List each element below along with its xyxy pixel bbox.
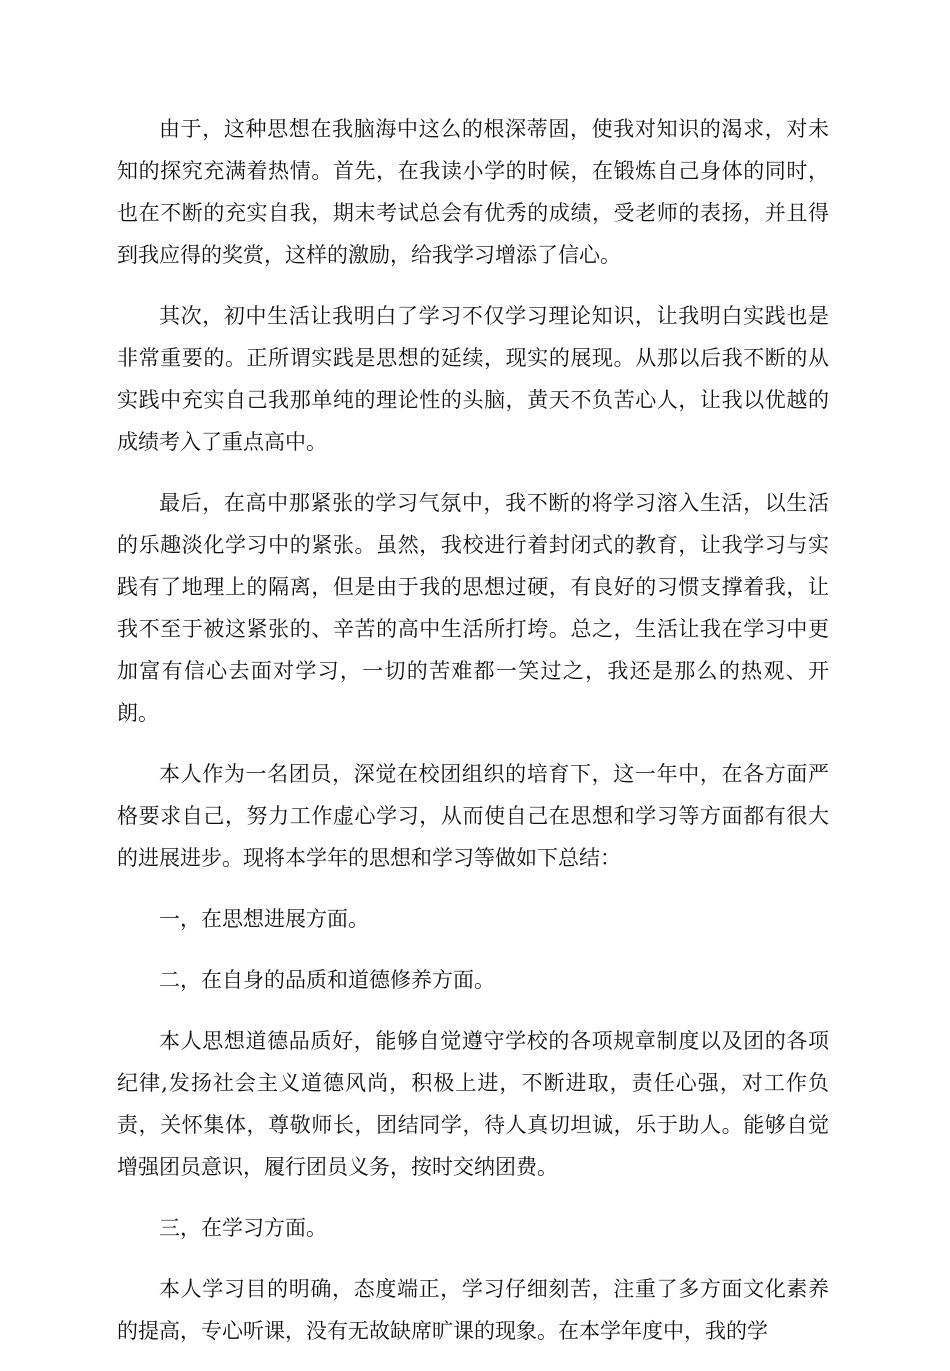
paragraph-6: 本人学习目的明确，态度端正，学习仔细刻苦，注重了多方面文化素养的提高，专心听课，没有无故缺席旷课的现象。在本学年度中，我的学: [117, 1277, 829, 1343]
section-heading-1: 一，在思想进展方面。: [159, 907, 369, 931]
paragraph-5: 本人思想道德品质好，能够自觉遵守学校的各项规章制度以及团的各项纪律,发扬社会主义道德风尚，积极上进，不断进取，责任心强，对工作负责，关怀集体，尊敬师长，团结同学，待人真切坦诚，乐于助人。能够自觉增强团员意识，履行团员义务，按时交纳团费。: [117, 1029, 829, 1179]
paragraph-1: 由于，这种思想在我脑海中这么的根深蒂固，使我对知识的渴求，对未知的探究充满着热情。首先，在我读小学的时候，在锻炼自己身体的同时，也在不断的充实自我，期末考试总会有优秀的成绩，受老师的表扬，并且得到我应得的奖赏，这样的激励，给我学习增添了信心。: [117, 117, 829, 267]
section-heading-3: 三，在学习方面。: [159, 1216, 327, 1240]
document-body: [117, 108, 829, 1371]
paragraph-2: 其次，初中生活让我明白了学习不仅学习理论知识，让我明白实践也是非常重要的。正所谓实践是思想的延续，现实的展现。从那以后我不断的从实践中充实自己我那单纯的理论性的头脑，黄天不负苦心人，让我以优越的成绩考入了重点高中。: [117, 304, 829, 454]
section-heading-2: 二，在自身的品质和道德修养方面。: [159, 968, 495, 992]
paragraph-4: 本人作为一名团员，深觉在校团组织的培育下，这一年中，在各方面严格要求自己，努力工作虚心学习，从而使自己在思想和学习等方面都有很大的进展进步。现将本学年的思想和学习等做如下总结：: [117, 762, 829, 870]
paragraph-3: 最后，在高中那紧张的学习气氛中，我不断的将学习溶入生活，以生活的乐趣淡化学习中的紧张。虽然，我校进行着封闭式的教育，让我学习与实践有了地理上的隔离，但是由于我的思想过硬，有良好的习惯支撑着我，让我不至于被这紧张的、辛苦的高中生活所打垮。总之，生活让我在学习中更加富有信心去面对学习，一切的苦难都一笑过之，我还是那么的热观、开朗。: [117, 491, 829, 725]
